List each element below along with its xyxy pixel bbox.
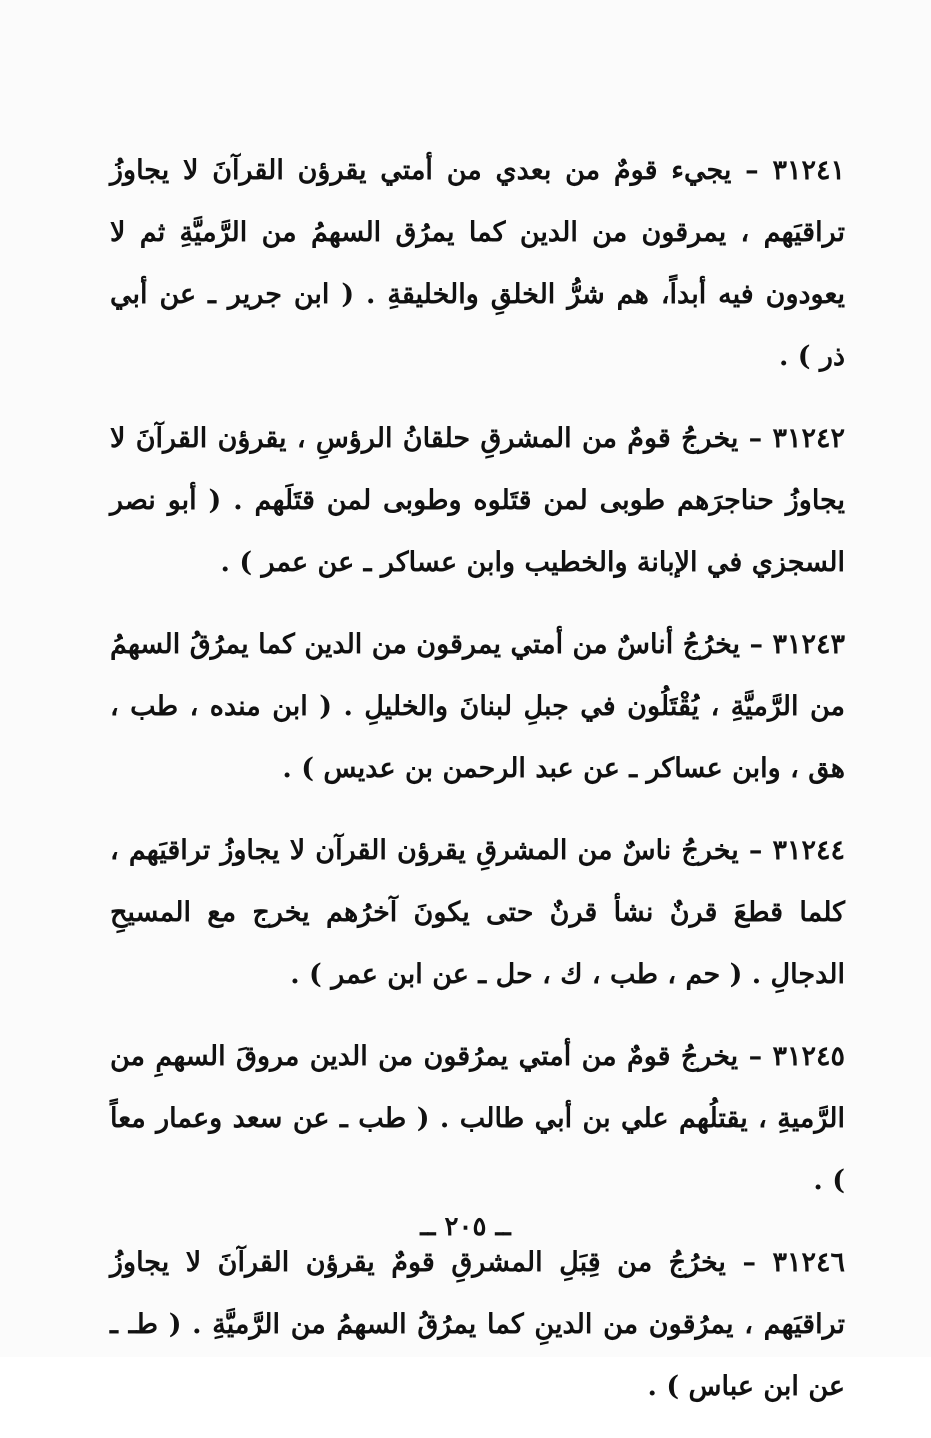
hadith-31243	[110, 614, 845, 800]
dash: –	[738, 1041, 763, 1072]
hadith-number: ٣١٢٤١	[772, 155, 845, 186]
page-number: ــ ٢٠٥ ــ	[420, 1212, 511, 1242]
hadith-number: ٣١٢٤٤	[772, 835, 846, 866]
hadith-text: يخرُجُ من قِبَلِ المشرقِ قومٌ يقرؤن القرآنَ لا يجاوزُ تراقيَهم ، يمرُقون من الدينِ كما يمرُقُ السهمُ من الرَّميَّةِ . ( طـ ـ عن ابن عباس ) .	[110, 1247, 845, 1402]
hadith-31241	[110, 140, 845, 388]
hadith-31245	[110, 1026, 845, 1212]
hadith-31244	[110, 820, 845, 1006]
hadith-text: يجيء قومٌ من بعدي من أمتي يقرؤن القرآنَ لا يجاوزُ تراقيَهم ، يمرقون من الدين كما يمرُق السهمُ من الرَّميَّةِ ثم لا يعودون فيه أبداً، هم شرُّ الخلقِ والخليقةِ . ( ابن جرير ـ عن أبي ذر ) .	[110, 155, 845, 372]
hadith-number: ٣١٢٤٢	[772, 423, 845, 454]
hadith-text: يخرجُ قومٌ من المشرقِ حلقانُ الرؤسِ ، يقرؤن القرآنَ لا يجاوزُ حناجرَهم طوبى لمن قتَلوه وطوبى لمن قتَلَهم . ( أبو نصر السجزي في الإبانة والخطيب وابن عساكر ـ عن عمر ) .	[110, 423, 845, 578]
hadith-number: ٣١٢٤٥	[772, 1041, 845, 1072]
hadith-31242	[110, 408, 845, 594]
dash: –	[740, 629, 763, 660]
dash: –	[725, 1247, 756, 1278]
hadith-list	[110, 140, 845, 1438]
dash: –	[738, 835, 763, 866]
hadith-31246	[110, 1232, 845, 1418]
hadith-text: يخرُجُ أناسٌ من أمتي يمرقون من الدين كما يمرُقُ السهمُ من الرَّميَّةِ ، يُقْتَلُون في جبلِ لبنانَ والخليلِ . ( ابن منده ، طب ، هق ، وابن عساكر ـ عن عبد الرحمن بن عديس ) .	[110, 629, 845, 784]
hadith-number: ٣١٢٤٣	[772, 629, 845, 660]
dash: –	[731, 155, 759, 186]
hadith-text: يخرجُ قومٌ من أمتي يمرُقون من الدين مروقَ السهمِ من الرَّميةِ ، يقتلُهم علي بن أبي طالب . ( طب ـ عن سعد وعمار معاً ) .	[110, 1041, 845, 1196]
hadith-number: ٣١٢٤٦	[772, 1247, 845, 1278]
hadith-text: يخرجُ ناسٌ من المشرقِ يقرؤن القرآن لا يجاوزُ تراقيَهم ، كلما قطعَ قرنٌ نشأ قرنٌ حتى يكونَ آخرُهم يخرج مع المسيحِ الدجالِ . ( حم ، طب ، ك ، حل ـ عن ابن عمر ) .	[110, 835, 845, 990]
dash: –	[738, 423, 763, 454]
